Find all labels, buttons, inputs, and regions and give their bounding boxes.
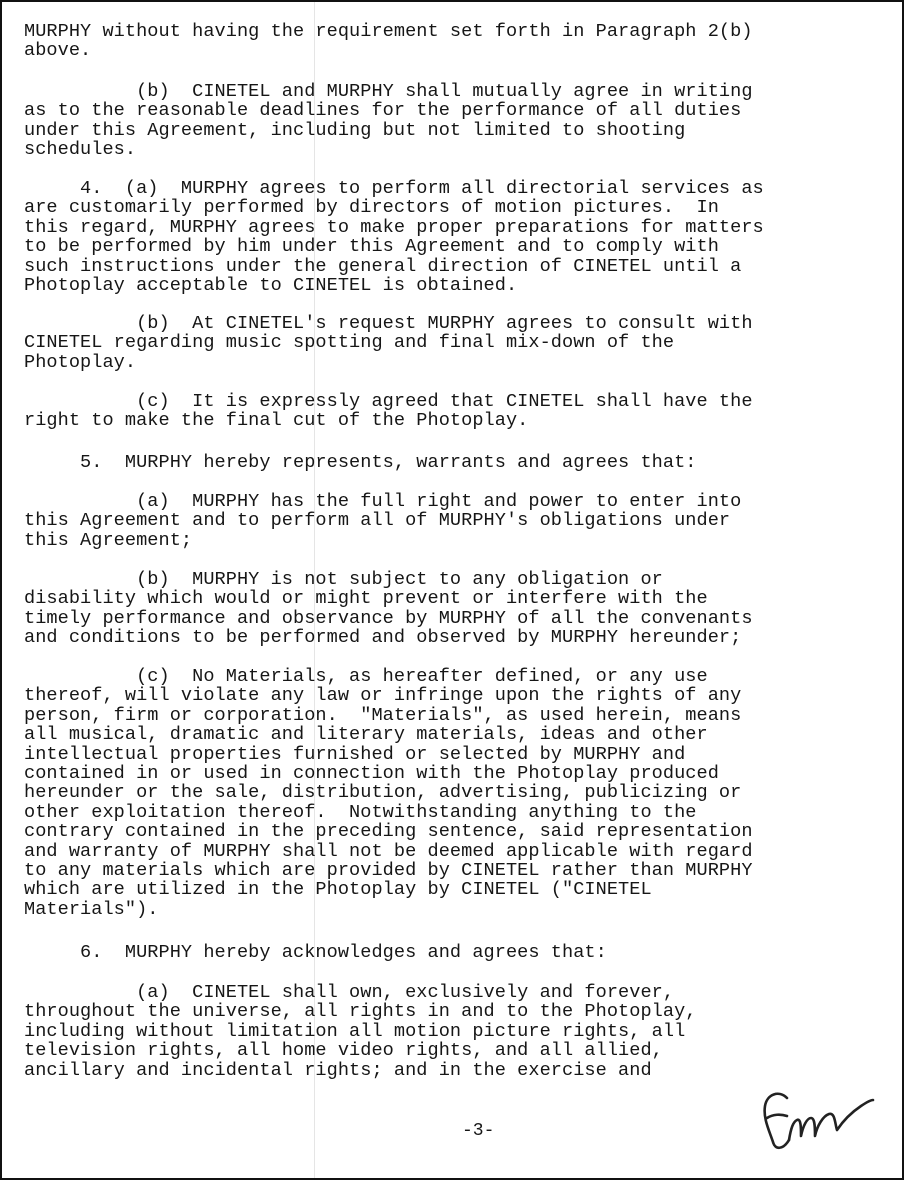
handwritten-initials-signature <box>757 1084 875 1156</box>
paragraph-6a: (a) CINETEL shall own, exclusively and forever, throughout the universe, all rights in and to the Photoplay, including without limitation all motion picture rights, all television rights, all home video rights, and all allied, ancillary and incidental rights; and in the exercise and <box>24 982 697 1081</box>
paragraph-5-heading: 5. MURPHY hereby represents, warrants and agrees that: <box>24 452 697 473</box>
paragraph-4a: 4. (a) MURPHY agrees to perform all directorial services as are customarily performed by directors of motion pictures. In this regard, MURPHY agrees to make proper preparations for matters to be performed by him under this Agreement and to comply with such instructions under the general direction of CINETEL until a Photoplay acceptable to CINETEL is obtained. <box>24 178 764 297</box>
page-number: -3- <box>462 1121 495 1141</box>
paragraph-4c: (c) It is expressly agreed that CINETEL shall have the right to make the final cut of the Photoplay. <box>24 391 753 432</box>
paragraph-5c: (c) No Materials, as hereafter defined, or any use thereof, will violate any law or infringe upon the rights of any person, firm or corporation. "Materials", as used herein, means all musical, dramatic and literary materials, ideas and other intellectual properties furnished or selected by MURPHY and contained in or used in connection with the Photoplay produced hereunder or the sale, distribution, advertising, publicizing or other exploitation thereof. Notwithstanding anything to the contrary contained in the preceding sentence, said representation and warranty of MURPHY shall not be deemed applicable with regard to any materials which are provided by CINETEL rather than MURPHY which are utilized in the Photoplay by CINETEL ("CINETEL Materials"). <box>24 666 753 920</box>
paragraph-5a: (a) MURPHY has the full right and power to enter into this Agreement and to perform all of MURPHY's obligations under this Agreement; <box>24 491 742 551</box>
paragraph-3a-continuation: MURPHY without having the requirement set forth in Paragraph 2(b) above. <box>24 21 753 62</box>
paragraph-4b: (b) At CINETEL's request MURPHY agrees to consult with CINETEL regarding music spotting and final mix-down of the Photoplay. <box>24 313 753 373</box>
paragraph-5b: (b) MURPHY is not subject to any obligation or disability which would or might prevent or interfere with the timely performance and observance by MURPHY of all the convenants and conditions to be performed and observed by MURPHY hereunder; <box>24 569 753 649</box>
paragraph-6-heading: 6. MURPHY hereby acknowledges and agrees that: <box>24 942 607 963</box>
paragraph-3b: (b) CINETEL and MURPHY shall mutually agree in writing as to the reasonable deadlines for the performance of all duties under this Agreement, including but not limited to shooting schedules. <box>24 81 753 161</box>
